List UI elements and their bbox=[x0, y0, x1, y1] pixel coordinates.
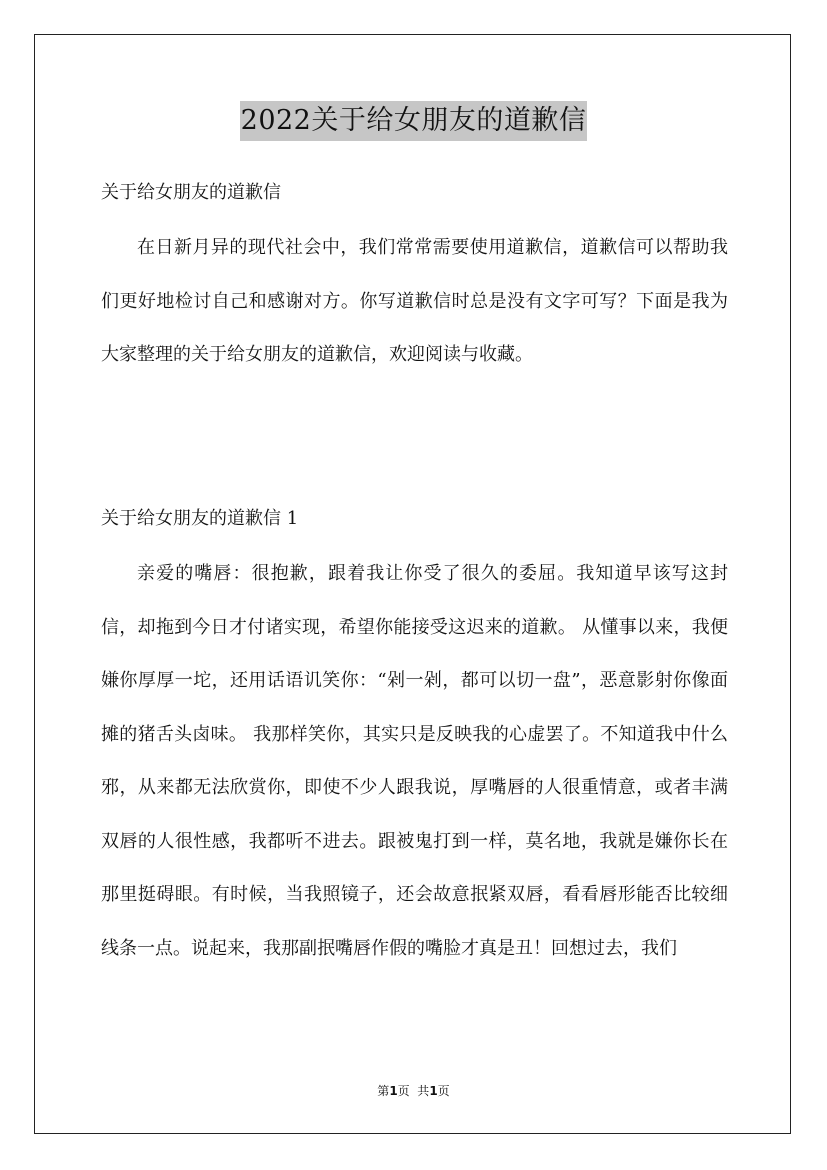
footer-page-total: 1 bbox=[429, 1084, 438, 1098]
document-title: 2022关于给女朋友的道歉信 bbox=[240, 101, 588, 141]
footer-page-suffix: 页 bbox=[437, 1084, 450, 1098]
footer-page-current: 1 bbox=[389, 1084, 398, 1098]
footer-page-prefix: 第 bbox=[377, 1084, 390, 1098]
letter-paragraph: 亲爱的嘴唇：很抱歉，跟着我让你受了很久的委屈。我知道早该写这封信，却拖到今日才付诸实现，希望你能接受这迟来的道歉。 从懂事以来，我便嫌你厚厚一坨，还用话语讥笑你：“剁一剁，都可以切一盘”，恶意影射你像面摊的猪舌头卤味。 我那样笑你，其实只是反映我的心虚罢了。不知道我中什么邪，从来都无法欣赏你，即使不少人跟我说，厚嘴唇的人很重情意，或者丰满双唇的人很性感，我都听不进去。跟被鬼打到一样，莫名地，我就是嫌你长在那里挺碍眼。有时候，当我照镜子，还会故意抿紧双唇，看看唇形能否比较细线条一点。说起来，我那副抿嘴唇作假的嘴脸才真是丑！回想过去，我们 bbox=[101, 563, 728, 959]
intro-paragraph: 在日新月异的现代社会中，我们常常需要使用道歉信，道歉信可以帮助我们更好地检讨自己和感谢对方。你写道歉信时总是没有文字可写？下面是我为大家整理的关于给女朋友的道歉信，欢迎阅读与收藏。 bbox=[101, 237, 728, 365]
section-heading-intro: 关于给女朋友的道歉信 bbox=[101, 182, 281, 203]
page-footer bbox=[0, 1082, 827, 1099]
letter-paragraph-block bbox=[101, 547, 728, 975]
section-heading-letter-1: 关于给女朋友的道歉信 1 bbox=[101, 508, 299, 529]
title-container bbox=[0, 101, 827, 141]
intro-paragraph-block bbox=[101, 221, 728, 382]
footer-page-mid: 页 共 bbox=[397, 1084, 430, 1098]
